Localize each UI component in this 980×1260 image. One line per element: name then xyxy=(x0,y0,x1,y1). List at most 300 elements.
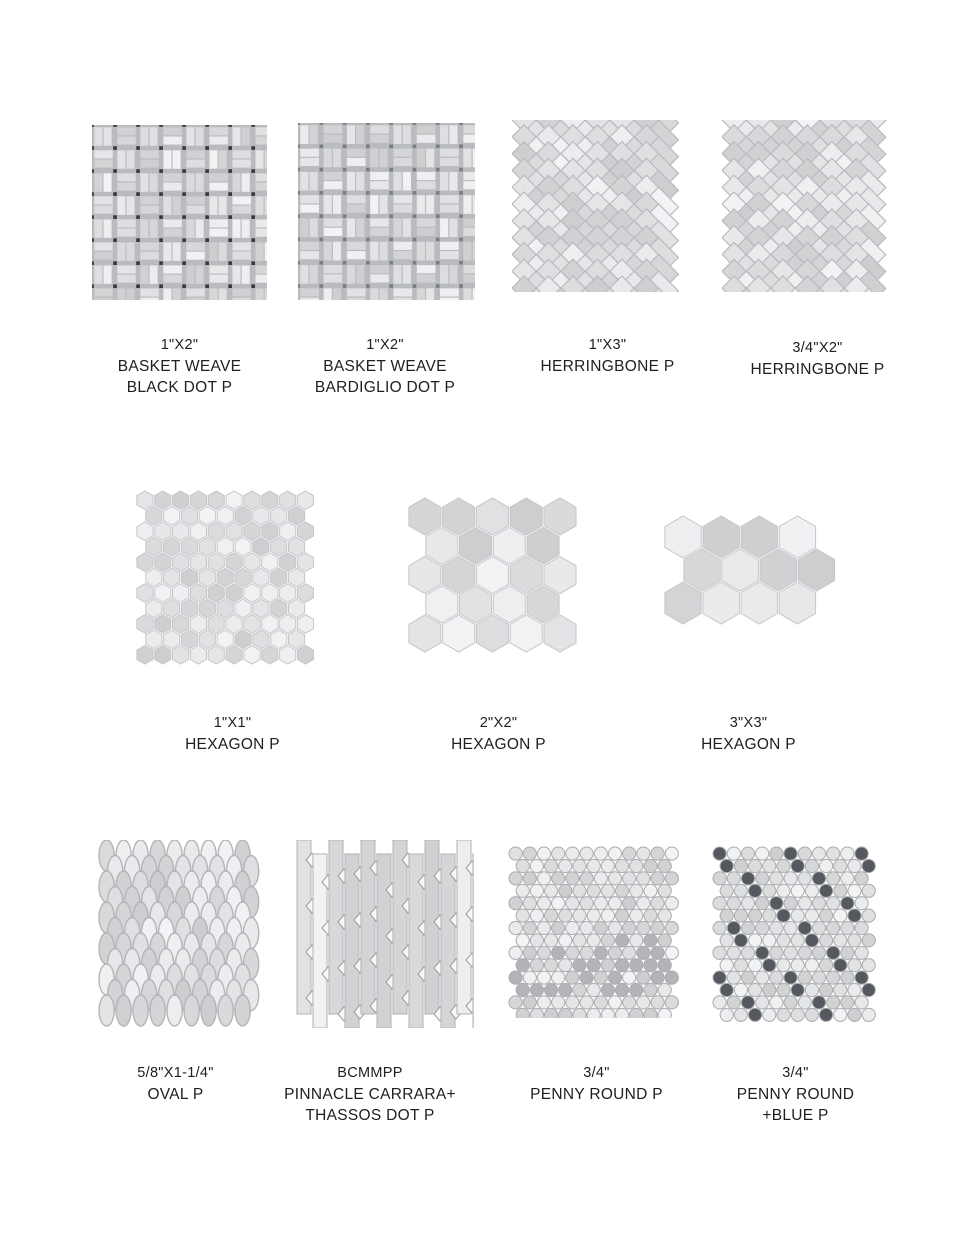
caption-name: BASKET WEAVE xyxy=(117,358,242,375)
tile-piece xyxy=(235,568,251,587)
tile-basketweave-black-dot[interactable] xyxy=(92,125,267,300)
dot-insert xyxy=(182,284,186,288)
tile-piece xyxy=(255,265,267,273)
tile-piece xyxy=(226,491,242,510)
tile-piece xyxy=(510,557,542,594)
tile-piece xyxy=(265,242,267,260)
tile-piece xyxy=(262,615,278,634)
tile-piece xyxy=(262,522,278,541)
tile-piece xyxy=(658,983,671,996)
tile-piece xyxy=(280,491,296,510)
dot-insert xyxy=(159,125,163,127)
tile-hexagon-3x3[interactable] xyxy=(664,515,836,649)
tile-piece xyxy=(150,995,165,1026)
tile-oval[interactable] xyxy=(98,840,266,1028)
tile-piece xyxy=(848,959,861,972)
dot-insert xyxy=(366,238,370,242)
tile-piece xyxy=(580,946,593,959)
tile-piece xyxy=(573,959,586,972)
tile-basketweave-bardiglio-dot[interactable] xyxy=(298,123,475,300)
tile-piece xyxy=(244,522,260,541)
tile-piece xyxy=(218,995,233,1026)
tile-piece xyxy=(117,229,135,237)
dot-insert xyxy=(319,238,323,242)
tile-piece xyxy=(473,149,475,168)
tile-piece xyxy=(798,971,811,984)
tile-piece xyxy=(779,516,815,558)
tile-piece xyxy=(516,859,529,872)
dot-insert xyxy=(136,238,140,242)
tile-piece xyxy=(163,127,181,135)
tile-piece xyxy=(637,946,650,959)
tile-piece xyxy=(473,195,475,214)
tile-piece xyxy=(734,959,747,972)
dot-insert xyxy=(319,214,323,218)
dot-insert xyxy=(389,168,393,172)
tile-piece xyxy=(140,150,158,158)
tile-piece xyxy=(333,288,341,300)
tile-piece xyxy=(770,921,783,934)
caption-size: 3/4" xyxy=(782,1065,809,1081)
tile-piece xyxy=(209,127,227,135)
tile-piece xyxy=(770,996,783,1009)
tile-piece xyxy=(347,149,366,157)
tile-piece xyxy=(164,506,180,525)
tile-piece xyxy=(208,553,224,572)
tile-piece xyxy=(409,557,441,594)
tile-piece xyxy=(523,847,536,860)
tile-piece xyxy=(347,158,366,166)
dot-insert xyxy=(92,284,94,288)
tile-piece xyxy=(403,172,411,191)
caption-size: 3"X3" xyxy=(729,715,768,731)
tile-piece xyxy=(265,288,267,300)
tile-piece xyxy=(749,1008,762,1021)
tile-piece xyxy=(164,630,180,649)
tile-piece xyxy=(463,242,471,261)
tile-piece xyxy=(552,921,565,934)
caption-name: PENNY ROUND xyxy=(736,1086,855,1103)
caption-size: 1"X1" xyxy=(213,715,252,731)
tile-piece xyxy=(127,288,135,300)
tile-piece xyxy=(665,946,678,959)
tile-piece xyxy=(186,127,194,145)
tile-piece xyxy=(637,847,650,860)
dot-insert xyxy=(343,261,347,265)
tile-piece xyxy=(537,897,550,910)
tile-piece xyxy=(630,859,643,872)
tile-piece xyxy=(226,584,242,603)
tile-piece xyxy=(644,884,657,897)
tile-herringbone-1x3[interactable] xyxy=(512,120,687,300)
dot-insert xyxy=(228,125,232,127)
tile-piece xyxy=(763,1008,776,1021)
tile-piece xyxy=(426,149,434,168)
tile-piece xyxy=(770,971,783,984)
tile-piece xyxy=(297,491,313,510)
tile-piece xyxy=(544,615,576,652)
tile-piece xyxy=(734,983,747,996)
tile-piece xyxy=(255,229,267,237)
tile-piece xyxy=(117,219,135,227)
dot-insert xyxy=(136,215,140,219)
tile-piece xyxy=(791,909,804,922)
dot-insert xyxy=(319,123,323,125)
tile-piece xyxy=(347,195,366,203)
tile-piece xyxy=(623,921,636,934)
tile-piece xyxy=(608,996,621,1009)
tile-piece xyxy=(297,553,313,572)
tile-piece xyxy=(805,884,818,897)
tile-piece xyxy=(537,872,550,885)
tile-piece xyxy=(235,537,251,556)
tile-piece xyxy=(770,847,783,860)
dot-insert xyxy=(298,191,300,195)
tile-piece xyxy=(242,265,250,283)
tile-piece xyxy=(559,959,572,972)
tile-piece xyxy=(601,983,614,996)
tile-piece xyxy=(190,522,206,541)
tile-piece xyxy=(473,242,475,261)
dot-insert xyxy=(459,144,463,148)
tile-piece xyxy=(163,219,181,227)
tile-piece xyxy=(393,195,412,203)
tile-piece xyxy=(186,252,204,260)
tile-piece xyxy=(255,196,263,214)
tile-piece xyxy=(763,909,776,922)
tile-piece xyxy=(253,630,269,649)
tile-piece xyxy=(370,125,389,133)
tile-piece xyxy=(300,158,319,166)
tile-piece xyxy=(658,1008,671,1018)
tile-piece xyxy=(777,884,790,897)
tile-piece xyxy=(763,934,776,947)
tile-piece xyxy=(601,909,614,922)
tile-piece xyxy=(644,983,657,996)
tile-piece xyxy=(393,218,401,237)
tile-piece xyxy=(163,242,171,260)
tile-piece xyxy=(727,847,740,860)
tile-piece xyxy=(255,288,263,300)
tile-piece xyxy=(417,265,436,273)
caption-hexagon-3x3 xyxy=(661,713,836,755)
tile-piece xyxy=(393,288,412,296)
tile-piece xyxy=(255,183,267,191)
tile-piece xyxy=(848,909,861,922)
tile-piece xyxy=(573,884,586,897)
tile-piece xyxy=(855,872,868,885)
tile-piece xyxy=(117,265,135,273)
tile-piece xyxy=(393,149,412,157)
tile-piece xyxy=(566,996,579,1009)
tile-piece xyxy=(594,996,607,1009)
tile-herringbone-3-4x2[interactable] xyxy=(722,120,890,300)
tile-piece xyxy=(209,229,227,237)
tile-piece xyxy=(630,959,643,972)
tile-piece xyxy=(262,646,278,665)
caption-name: HEXAGON P xyxy=(701,736,796,753)
dot-insert xyxy=(366,214,370,218)
dot-insert xyxy=(389,144,393,148)
tile-piece xyxy=(262,491,278,510)
tile-piece xyxy=(651,921,664,934)
caption-hexagon-1x1 xyxy=(145,713,320,755)
tile-piece xyxy=(812,996,825,1009)
tile-piece xyxy=(749,909,762,922)
dot-insert xyxy=(459,284,463,288)
tile-hexagon-1x1[interactable] xyxy=(136,490,320,672)
tile-piece xyxy=(862,884,875,897)
tile-piece xyxy=(117,242,125,260)
tile-piece xyxy=(651,897,664,910)
tile-piece xyxy=(623,872,636,885)
dot-insert xyxy=(366,191,370,195)
tile-piece xyxy=(658,909,671,922)
tile-piece xyxy=(104,127,112,145)
tile-pinnacle-carrara[interactable] xyxy=(296,840,474,1028)
tile-piece xyxy=(324,288,332,300)
tile-piece xyxy=(280,615,296,634)
tile-piece xyxy=(199,506,215,525)
caption-size: 2"X2" xyxy=(479,715,518,731)
dot-insert xyxy=(159,261,163,265)
tile-piece xyxy=(651,971,664,984)
tile-piece xyxy=(727,897,740,910)
tile-piece xyxy=(137,522,153,541)
tile-piece xyxy=(155,553,171,572)
tile-piece xyxy=(244,646,260,665)
tile-piece xyxy=(173,150,181,168)
tile-piece xyxy=(271,568,287,587)
tile-piece xyxy=(94,196,112,204)
tile-piece xyxy=(163,183,181,191)
dot-insert xyxy=(436,123,440,125)
tile-piece xyxy=(463,125,475,133)
tile-piece xyxy=(140,160,158,168)
tile-piece xyxy=(163,275,181,283)
tile-piece xyxy=(196,127,204,145)
dot-insert xyxy=(343,144,347,148)
tile-piece xyxy=(463,172,475,180)
tile-piece xyxy=(347,242,366,250)
tile-piece xyxy=(463,218,475,226)
tile-piece xyxy=(637,872,650,885)
dot-insert xyxy=(298,123,300,125)
tile-piece xyxy=(244,491,260,510)
tile-piece xyxy=(665,516,701,558)
tile-piece xyxy=(559,1008,572,1018)
tile-piece xyxy=(173,196,181,214)
tile-piece xyxy=(300,125,308,144)
dot-insert xyxy=(159,169,163,173)
dot-insert xyxy=(436,261,440,265)
tile-piece xyxy=(208,522,224,541)
dot-insert xyxy=(413,191,417,195)
tile-piece xyxy=(720,983,733,996)
tile-piece xyxy=(658,859,671,872)
tile-piece xyxy=(713,921,726,934)
dot-insert xyxy=(113,284,117,288)
tile-piece xyxy=(146,599,162,618)
tile-piece xyxy=(190,491,206,510)
tile-piece xyxy=(476,557,508,594)
tile-piece xyxy=(310,265,318,284)
tile-piece xyxy=(644,859,657,872)
tile-penny-round[interactable] xyxy=(508,846,680,1018)
tile-piece xyxy=(862,1008,875,1021)
tile-piece xyxy=(580,897,593,910)
tile-piece xyxy=(449,218,457,237)
tile-piece xyxy=(727,996,740,1009)
tile-piece xyxy=(184,995,199,1026)
tile-piece xyxy=(140,127,148,145)
tile-piece xyxy=(834,934,847,947)
tile-piece xyxy=(209,242,217,260)
tile-piece xyxy=(310,125,318,144)
tile-piece xyxy=(523,921,536,934)
penny-blue-swatch xyxy=(712,846,882,1026)
tile-piece xyxy=(784,971,797,984)
dot-insert xyxy=(159,284,163,288)
tile-piece xyxy=(623,946,636,959)
tile-piece xyxy=(537,921,550,934)
dot-insert xyxy=(436,191,440,195)
tile-piece xyxy=(300,298,319,300)
tile-piece xyxy=(262,553,278,572)
tile-piece xyxy=(209,137,227,145)
tile-piece xyxy=(244,553,260,572)
tile-penny-round-blue[interactable] xyxy=(712,846,882,1026)
tile-piece xyxy=(523,897,536,910)
tile-piece xyxy=(594,921,607,934)
tile-piece xyxy=(820,959,833,972)
tile-piece xyxy=(226,522,242,541)
tile-piece xyxy=(232,173,240,191)
tile-piece xyxy=(271,537,287,556)
dot-insert xyxy=(319,144,323,148)
tile-piece xyxy=(417,172,436,180)
tile-piece xyxy=(616,859,629,872)
tile-piece xyxy=(403,265,411,284)
tile-piece xyxy=(749,983,762,996)
tile-piece xyxy=(163,150,171,168)
dot-insert xyxy=(251,215,255,219)
tile-piece xyxy=(587,859,600,872)
tile-piece xyxy=(527,527,559,564)
tile-piece xyxy=(741,996,754,1009)
tile-piece xyxy=(530,959,543,972)
tile-piece xyxy=(777,983,790,996)
tile-piece xyxy=(463,135,475,143)
tile-piece xyxy=(798,872,811,885)
tile-piece xyxy=(545,909,558,922)
caption-penny-round-blue xyxy=(708,1063,883,1126)
tile-piece xyxy=(741,872,754,885)
tile-piece xyxy=(253,506,269,525)
tile-piece xyxy=(798,847,811,860)
tile-piece xyxy=(756,897,769,910)
dot-insert xyxy=(389,284,393,288)
tile-piece xyxy=(827,996,840,1009)
tile-piece xyxy=(417,242,425,261)
tile-piece xyxy=(566,946,579,959)
tile-piece xyxy=(623,971,636,984)
tile-piece xyxy=(393,158,412,166)
dot-insert xyxy=(298,214,300,218)
tile-piece xyxy=(324,228,343,236)
tile-piece xyxy=(441,854,455,1028)
tile-piece xyxy=(552,872,565,885)
tile-piece xyxy=(573,909,586,922)
tile-piece xyxy=(777,934,790,947)
tile-piece xyxy=(713,872,726,885)
tile-piece xyxy=(665,582,701,624)
tile-piece xyxy=(324,172,343,180)
tile-piece xyxy=(580,921,593,934)
tile-piece xyxy=(370,242,378,261)
tile-piece xyxy=(637,996,650,1009)
tile-piece xyxy=(791,934,804,947)
dot-insert xyxy=(92,238,94,242)
tile-piece xyxy=(580,847,593,860)
tile-piece xyxy=(763,983,776,996)
tile-piece xyxy=(741,897,754,910)
tile-piece xyxy=(271,506,287,525)
tile-piece xyxy=(150,219,158,237)
tile-piece xyxy=(834,909,847,922)
tile-piece xyxy=(244,615,260,634)
tile-piece xyxy=(345,854,359,1028)
dot-insert xyxy=(459,168,463,172)
tile-piece xyxy=(827,921,840,934)
tile-piece xyxy=(559,983,572,996)
tile-piece xyxy=(509,946,522,959)
tile-piece xyxy=(449,125,457,144)
dot-insert xyxy=(92,261,94,265)
tile-piece xyxy=(255,150,263,168)
tile-piece xyxy=(616,1008,629,1018)
tile-piece xyxy=(370,135,389,143)
tile-piece xyxy=(537,971,550,984)
dot-insert xyxy=(113,169,117,173)
tile-piece xyxy=(199,568,215,587)
tile-piece xyxy=(763,884,776,897)
tile-hexagon-2x2[interactable] xyxy=(408,497,588,669)
dot-insert xyxy=(92,169,94,173)
tile-piece xyxy=(580,971,593,984)
tile-piece xyxy=(630,1008,643,1018)
tile-piece xyxy=(155,522,171,541)
tile-piece xyxy=(841,921,854,934)
tile-piece xyxy=(665,872,678,885)
tile-piece xyxy=(756,996,769,1009)
tile-piece xyxy=(208,646,224,665)
dot-insert xyxy=(366,284,370,288)
tile-piece xyxy=(164,537,180,556)
tile-piece xyxy=(324,135,343,143)
tile-piece xyxy=(601,1008,614,1018)
tile-piece xyxy=(516,1008,529,1018)
tile-piece xyxy=(566,847,579,860)
tile-piece xyxy=(827,971,840,984)
dot-insert xyxy=(298,238,300,242)
tile-piece xyxy=(440,265,448,284)
tile-piece xyxy=(440,149,459,157)
tile-piece xyxy=(509,872,522,885)
tile-piece xyxy=(347,125,355,144)
dot-insert xyxy=(113,192,117,196)
tile-piece xyxy=(820,934,833,947)
